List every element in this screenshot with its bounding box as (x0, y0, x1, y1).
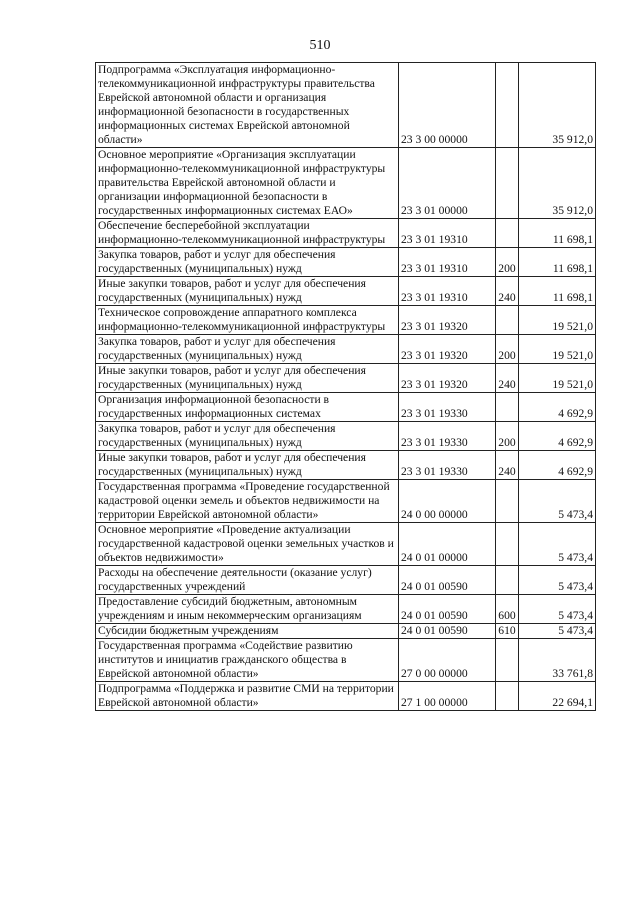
row-vr: 240 (496, 364, 519, 393)
row-code: 23 3 01 00000 (399, 148, 496, 219)
row-vr: 610 (496, 624, 519, 639)
row-name: Закупка товаров, работ и услуг для обеспечения государственных (муниципальных) нужд (96, 335, 399, 364)
row-vr (496, 306, 519, 335)
table-row (96, 277, 596, 306)
row-code: 27 1 00 00000 (399, 682, 496, 711)
table-row (96, 393, 596, 422)
row-vr (496, 63, 519, 148)
table-row (96, 219, 596, 248)
row-code: 23 3 01 19330 (399, 422, 496, 451)
row-amount: 19 521,0 (519, 335, 596, 364)
table-row (96, 148, 596, 219)
row-amount: 11 698,1 (519, 248, 596, 277)
table-row (96, 63, 596, 148)
row-amount: 11 698,1 (519, 219, 596, 248)
row-name: Предоставление субсидий бюджетным, автономным учреждениям и иным некоммерческим организациям (96, 595, 399, 624)
row-vr: 200 (496, 248, 519, 277)
row-vr: 600 (496, 595, 519, 624)
row-code: 24 0 00 00000 (399, 480, 496, 523)
row-code: 24 0 01 00000 (399, 523, 496, 566)
row-code: 24 0 01 00590 (399, 595, 496, 624)
table-row (96, 624, 596, 639)
row-name: Субсидии бюджетным учреждениям (96, 624, 399, 639)
row-name: Иные закупки товаров, работ и услуг для обеспечения государственных (муниципальных) нужд (96, 364, 399, 393)
table-row (96, 595, 596, 624)
row-amount: 5 473,4 (519, 595, 596, 624)
row-amount: 4 692,9 (519, 451, 596, 480)
row-amount: 4 692,9 (519, 422, 596, 451)
row-code: 23 3 01 19330 (399, 451, 496, 480)
row-vr: 240 (496, 277, 519, 306)
row-name: Подпрограмма «Поддержка и развитие СМИ на территории Еврейской автономной области» (96, 682, 399, 711)
row-vr (496, 566, 519, 595)
row-name: Государственная программа «Проведение государственной кадастровой оценки земель и объектов недвижимости на территории Еврейской автономной области» (96, 480, 399, 523)
row-name: Иные закупки товаров, работ и услуг для обеспечения государственных (муниципальных) нужд (96, 451, 399, 480)
row-vr (496, 148, 519, 219)
row-name: Основное мероприятие «Проведение актуализации государственной кадастровой оценки земельных участков и объектов недвижимости» (96, 523, 399, 566)
budget-table (95, 62, 596, 711)
row-amount: 35 912,0 (519, 148, 596, 219)
row-code: 23 3 00 00000 (399, 63, 496, 148)
row-amount: 35 912,0 (519, 63, 596, 148)
table-row (96, 422, 596, 451)
table-row (96, 480, 596, 523)
table-row (96, 248, 596, 277)
table-row (96, 364, 596, 393)
table-row (96, 335, 596, 364)
row-amount: 11 698,1 (519, 277, 596, 306)
row-code: 23 3 01 19310 (399, 248, 496, 277)
table-row (96, 566, 596, 595)
row-vr (496, 682, 519, 711)
row-name: Закупка товаров, работ и услуг для обеспечения государственных (муниципальных) нужд (96, 248, 399, 277)
table-row (96, 451, 596, 480)
table-row (96, 682, 596, 711)
row-name: Расходы на обеспечение деятельности (оказание услуг) государственных учреждений (96, 566, 399, 595)
page-number: 510 (309, 38, 331, 53)
row-amount: 5 473,4 (519, 480, 596, 523)
row-vr (496, 219, 519, 248)
row-vr: 200 (496, 422, 519, 451)
row-amount: 5 473,4 (519, 624, 596, 639)
row-vr (496, 523, 519, 566)
row-amount: 22 694,1 (519, 682, 596, 711)
row-code: 23 3 01 19310 (399, 219, 496, 248)
row-name: Техническое сопровождение аппаратного комплекса информационно-телекоммуникационной инфраструктуры (96, 306, 399, 335)
row-code: 23 3 01 19330 (399, 393, 496, 422)
row-name: Подпрограмма «Эксплуатация информационно-телекоммуникационной инфраструктуры правительства Еврейской автономной области и организация информационной безопасности в государственных информационных системах Еврейской автономной области» (96, 63, 399, 148)
row-vr: 200 (496, 335, 519, 364)
row-name: Закупка товаров, работ и услуг для обеспечения государственных (муниципальных) нужд (96, 422, 399, 451)
row-vr (496, 480, 519, 523)
row-code: 24 0 01 00590 (399, 566, 496, 595)
row-amount: 5 473,4 (519, 523, 596, 566)
row-name: Организация информационной безопасности в государственных информационных системах (96, 393, 399, 422)
row-vr (496, 393, 519, 422)
row-code: 23 3 01 19320 (399, 364, 496, 393)
row-amount: 19 521,0 (519, 364, 596, 393)
row-amount: 19 521,0 (519, 306, 596, 335)
row-name: Иные закупки товаров, работ и услуг для обеспечения государственных (муниципальных) нужд (96, 277, 399, 306)
row-name: Основное мероприятие «Организация эксплуатации информационно-телекоммуникационной инфраструктуры правительства Еврейской автономной области и организации информационной безопасности в государственных информационных системах ЕАО» (96, 148, 399, 219)
row-vr (496, 639, 519, 682)
row-code: 23 3 01 19320 (399, 306, 496, 335)
row-code: 23 3 01 19310 (399, 277, 496, 306)
table-row (96, 306, 596, 335)
row-amount: 33 761,8 (519, 639, 596, 682)
row-amount: 5 473,4 (519, 566, 596, 595)
table-row (96, 639, 596, 682)
row-code: 27 0 00 00000 (399, 639, 496, 682)
row-name: Обеспечение бесперебойной эксплуатации информационно-телекоммуникационной инфраструктуры (96, 219, 399, 248)
table-row (96, 523, 596, 566)
row-code: 24 0 01 00590 (399, 624, 496, 639)
row-amount: 4 692,9 (519, 393, 596, 422)
row-vr: 240 (496, 451, 519, 480)
row-name: Государственная программа «Содействие развитию институтов и инициатив гражданского общества в Еврейской автономной области» (96, 639, 399, 682)
row-code: 23 3 01 19320 (399, 335, 496, 364)
